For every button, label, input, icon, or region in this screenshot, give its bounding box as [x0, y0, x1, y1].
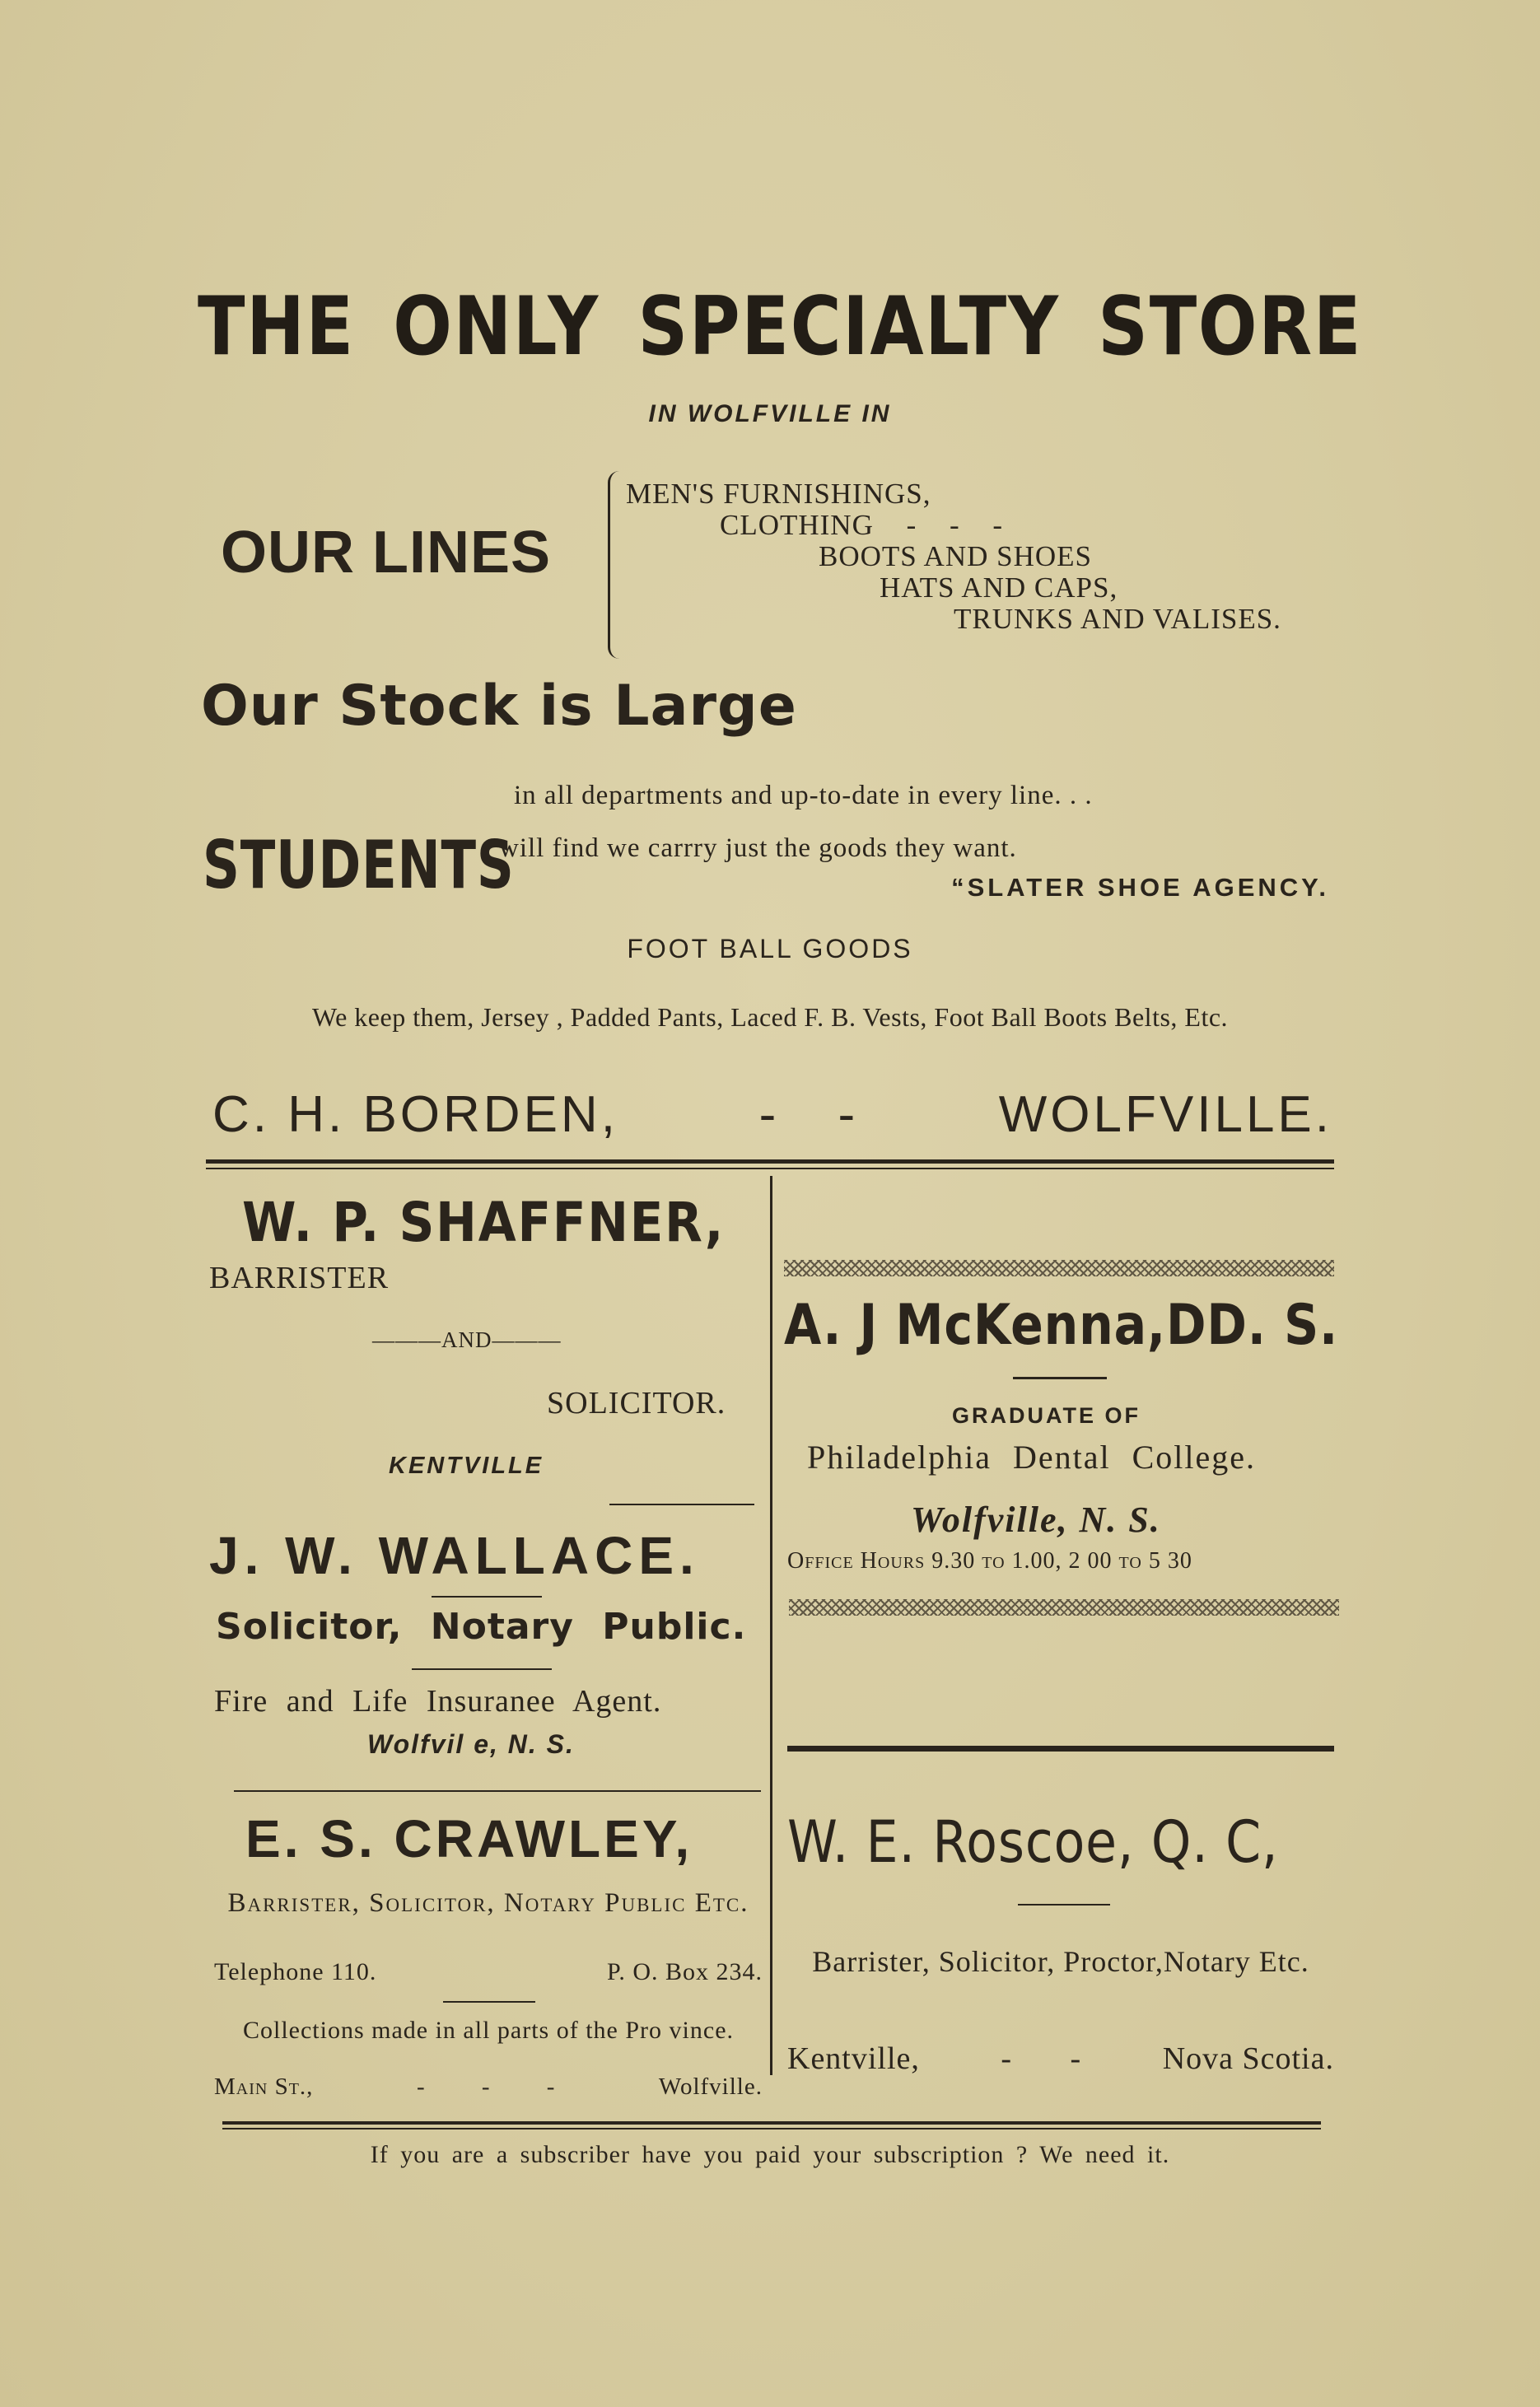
wallace-location: Wolfvil e, N. S.: [367, 1729, 575, 1759]
shaffner-solicitor: SOLICITOR.: [547, 1386, 726, 1420]
crawley-contact-row: [214, 1958, 763, 1986]
brace-divider: [608, 471, 627, 659]
mckenna-name: A. J McKenna,DD. S.: [784, 1293, 1339, 1358]
wallace-insurance: Fire and Life Insuranee Agent.: [214, 1684, 662, 1719]
mckenna-office-hours: Office Hours 9.30 to 1.00, 2 00 to 5 30: [787, 1548, 1192, 1574]
footer-rule-thin: [222, 2128, 1321, 2129]
proprietor-dashes: - -: [758, 1086, 859, 1143]
short-rule: [1013, 1377, 1107, 1379]
ad-divider: [234, 1790, 761, 1792]
roscoe-name: W. E. Roscoe, Q. C,: [787, 1808, 1279, 1876]
our-lines-label: OUR LINES: [221, 520, 552, 585]
crawley-titles: Barrister, Solicitor, Notary Public Etc.: [227, 1888, 749, 1918]
roscoe-province: Nova Scotia.: [1162, 2041, 1334, 2076]
football-heading: FOOT BALL GOODS: [627, 934, 913, 963]
students-text: will find we carrry just the goods they want.: [499, 833, 1017, 863]
section-divider-thin: [206, 1168, 1334, 1169]
mckenna-college: Philadelphia Dental College.: [807, 1439, 1256, 1476]
roscoe-titles: Barrister, Solicitor, Proctor,Notary Etc.: [812, 1945, 1309, 1978]
crawley-town: Wolfville.: [658, 2073, 763, 2100]
crawley-po-box: P. O. Box 234.: [606, 1958, 763, 1985]
crawley-telephone: Telephone 110.: [214, 1958, 377, 1985]
footer-rule: [222, 2121, 1321, 2125]
slater-agency: “SLATER SHOE AGENCY.: [951, 873, 1329, 902]
students-label: STUDENTS: [203, 827, 515, 903]
subscription-notice: If you are a subscriber have you paid your subscription ? We need it.: [370, 2141, 1170, 2168]
stock-heading: Our Stock is Large: [201, 674, 797, 739]
line-item-furnishings: MEN'S FURNISHINGS,: [626, 478, 931, 510]
decorative-border: [784, 1260, 1334, 1276]
section-divider: [206, 1159, 1334, 1164]
mckenna-location: Wolfville, N. S.: [911, 1500, 1161, 1540]
column-divider: [770, 1176, 772, 2075]
mckenna-graduate: GRADUATE OF: [952, 1403, 1141, 1428]
wallace-name: J. W. WALLACE.: [209, 1526, 700, 1585]
proprietor-row: [212, 1085, 1332, 1144]
store-headline: THE ONLY SPECIALTY STORE: [198, 280, 1363, 374]
shaffner-and: ———AND———: [372, 1327, 562, 1352]
crawley-name: E. S. CRAWLEY,: [245, 1809, 693, 1868]
short-rule: [432, 1596, 542, 1598]
roscoe-town: Kentville,: [787, 2041, 920, 2076]
football-text: We keep them, Jersey , Padded Pants, Laced F. B. Vests, Foot Ball Boots Belts, Etc.: [311, 1002, 1229, 1032]
wallace-title: Solicitor, Notary Public.: [216, 1606, 747, 1648]
shaffner-name: W. P. SHAFFNER,: [242, 1191, 726, 1254]
shaffner-location: KENTVILLE: [389, 1453, 544, 1479]
crawley-street: Main St.,: [214, 2073, 314, 2100]
proprietor-town: WOLFVILLE.: [998, 1086, 1332, 1143]
short-rule: [443, 2001, 535, 2003]
stock-text: in all departments and up-to-date in every line. . .: [514, 781, 1093, 810]
roscoe-address-row: [787, 2041, 1334, 2077]
ad-divider-heavy: [787, 1746, 1334, 1752]
line-item-trunks: TRUNKS AND VALISES.: [954, 603, 1281, 635]
line-item-boots: BOOTS AND SHOES: [819, 540, 1092, 572]
proprietor-name: C. H. BORDEN,: [212, 1086, 618, 1143]
short-rule: [609, 1504, 754, 1505]
short-rule: [1018, 1904, 1110, 1906]
crawley-dashes: - - -: [416, 2073, 556, 2100]
line-item-hats: HATS AND CAPS,: [880, 571, 1118, 604]
roscoe-dashes: - -: [1001, 2041, 1082, 2076]
crawley-collections: Collections made in all parts of the Pro vince.: [242, 2017, 735, 2044]
short-rule: [412, 1668, 552, 1670]
line-item-clothing: CLOTHING - - -: [720, 509, 1004, 541]
shaffner-title: BARRISTER: [209, 1261, 390, 1295]
store-subhead: IN WOLFVILLE IN: [648, 400, 892, 427]
crawley-address-row: [214, 2073, 763, 2101]
decorative-border: [789, 1599, 1339, 1616]
